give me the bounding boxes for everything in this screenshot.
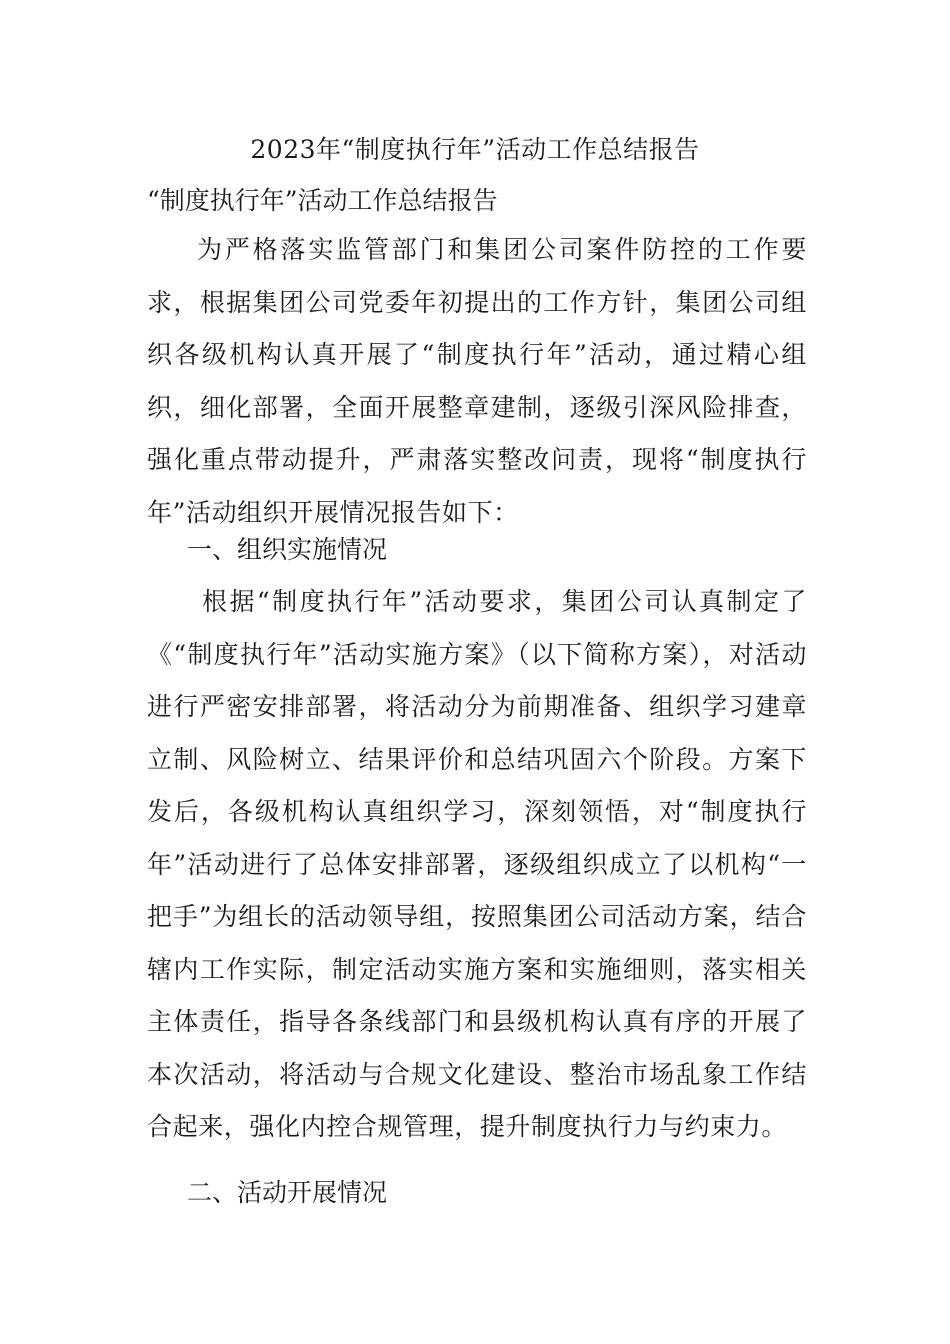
- intro-paragraph: 为严格落实监管部门和集团公司案件防控的工作要求，根据集团公司党委年初提出的工作方针，集团公司组织各级机构认真开展了“制度执行年”活动，通过精心组织，细化部署，全面开展整章建制，逐级引深风险排查，强化重点带动提升，严肃落实整改问责，现将“制度执行年”活动组织开展情况报告如下：: [147, 235, 807, 527]
- document-subtitle: “制度执行年”活动工作总结报告: [147, 186, 498, 215]
- section1-paragraph: 根据“制度执行年”活动要求，集团公司认真制定了《“制度执行年”活动实施方案》（以下简称方案），对活动进行严密安排部署，将活动分为前期准备、组织学习建章立制、风险树立、结果评价和总结巩固六个阶段。方案下发后，各级机构认真组织学习，深刻领悟，对“制度执行年”活动进行了总体安排部署，逐级组织成立了以机构“一把手”为组长的活动领导组，按照集团公司活动方案，结合辖内工作实际，制定活动实施方案和实施细则，落实相关主体责任，指导各条线部门和县级机构认真有序的开展了本次活动，将活动与合规文化建设、整治市场乱象工作结合起来，强化内控合规管理，提升制度执行力与约束力。: [147, 587, 807, 1141]
- section1-heading: 一、组织实施情况: [187, 535, 388, 564]
- document-title: 2023年“制度执行年”活动工作总结报告: [250, 135, 700, 164]
- section2-heading: 二、活动开展情况: [187, 1178, 388, 1207]
